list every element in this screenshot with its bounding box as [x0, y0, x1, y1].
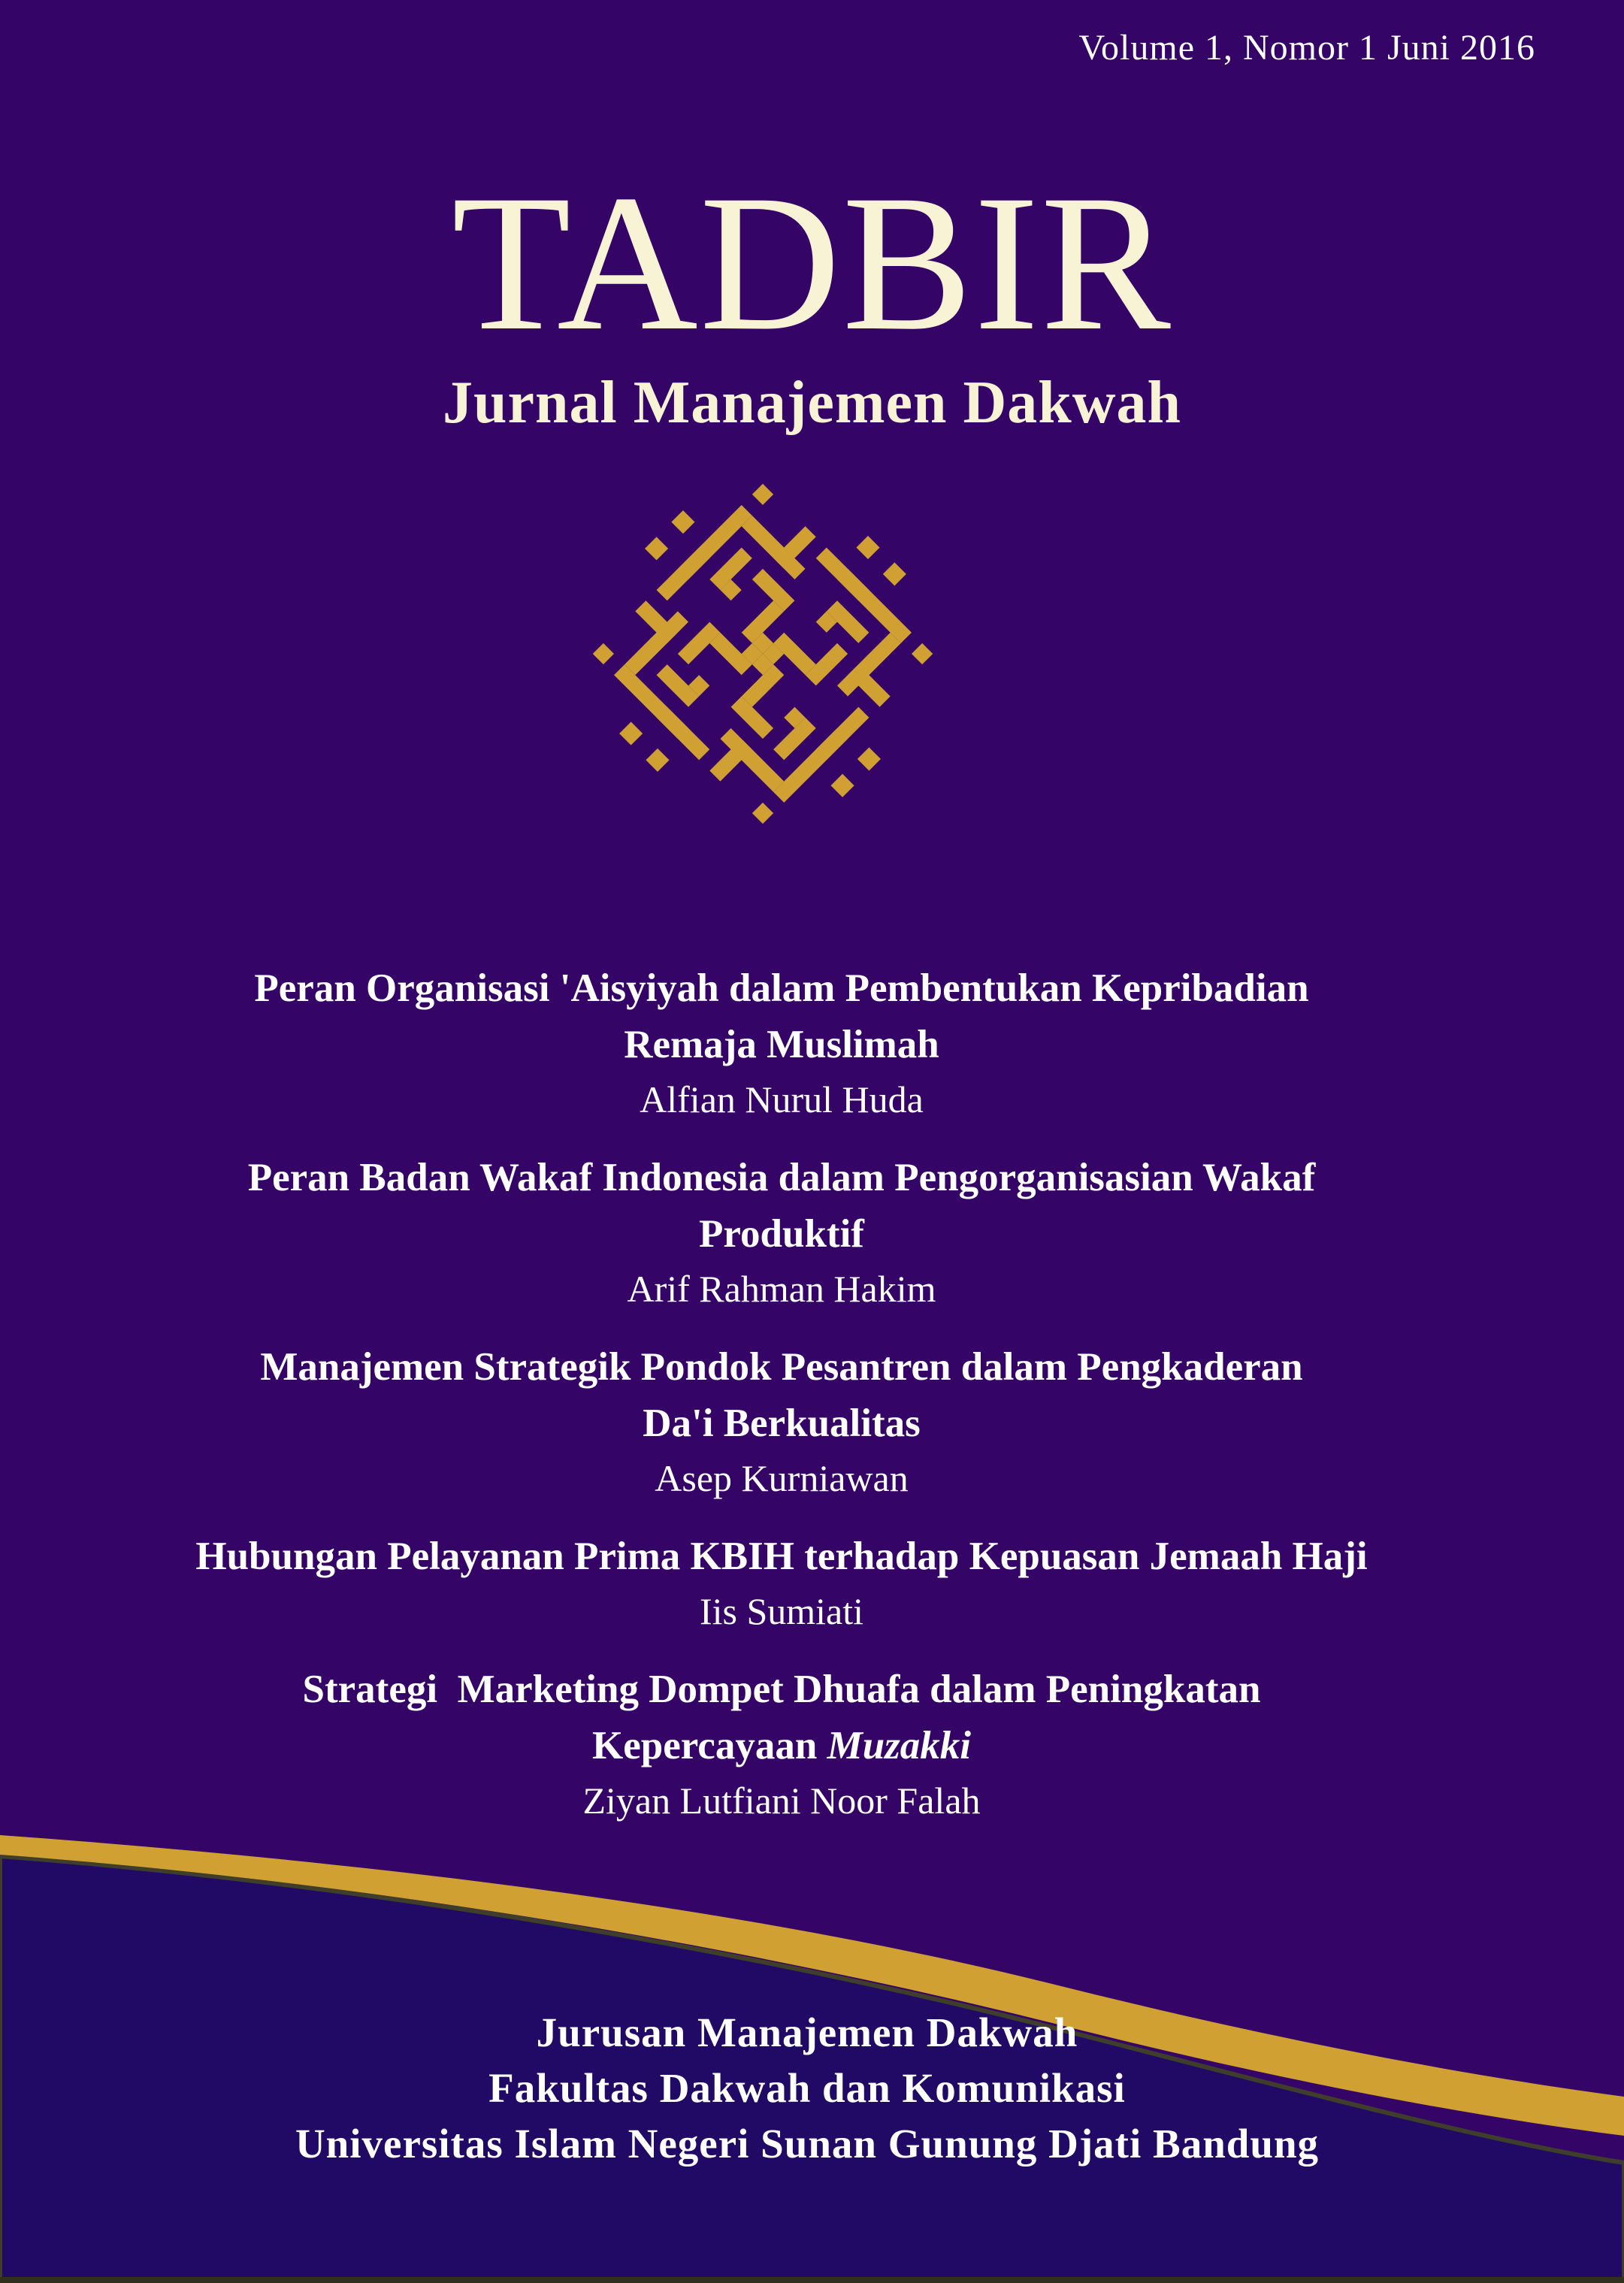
article-title-line	[0, 1339, 1563, 1396]
article-author: Asep Kurniawan	[655, 1457, 909, 1499]
article-title-line	[0, 1718, 1563, 1774]
article-title-text: Da'i Berkualitas	[643, 1402, 921, 1445]
article-title-text: Hubungan Pelayanan Prima KBIH terhadap Kepuasan Jemaah Haji	[195, 1535, 1368, 1578]
article-title-line	[0, 1662, 1563, 1718]
article-title-line	[0, 1529, 1563, 1585]
article-title-text: Remaja Muslimah	[624, 1023, 939, 1066]
article-entry	[0, 960, 1563, 1126]
article-entry	[0, 1339, 1563, 1504]
article-author: Alfian Nurul Huda	[640, 1078, 924, 1120]
masthead	[0, 155, 1624, 437]
article-entry	[0, 1150, 1563, 1315]
article-title-line	[0, 1206, 1563, 1262]
issue-line: Volume 1, Nomor 1 Juni 2016	[1078, 28, 1535, 68]
bottom-edge-line	[0, 2277, 1624, 2283]
article-title-text: Peran Badan Wakaf Indonesia dalam Pengorganisasian Wakaf	[247, 1156, 1316, 1199]
article-title-text: Kepercayaan	[591, 1724, 827, 1767]
article-entry	[0, 1529, 1563, 1637]
article-author: Iis Sumiati	[699, 1590, 864, 1632]
square-kufic-ornament-icon	[567, 458, 958, 849]
article-title-line	[0, 1396, 1563, 1452]
article-title-line	[0, 960, 1563, 1017]
article-title-line	[0, 1150, 1563, 1206]
article-title-text: Peran Organisasi 'Aisyiyah dalam Pembentukan Kepribadian	[254, 966, 1309, 1010]
journal-subtitle: Jurnal Manajemen Dakwah	[442, 370, 1182, 436]
journal-title: TADBIR	[452, 155, 1172, 371]
footer-line: Universitas Islam Negeri Sunan Gunung Djati Bandung	[295, 2121, 1320, 2167]
article-author: Ziyan Lutfiani Noor Falah	[582, 1780, 981, 1822]
footer-line: Jurusan Manajemen Dakwah	[536, 2009, 1078, 2055]
article-entry	[0, 1662, 1563, 1827]
footer-line: Fakultas Dakwah dan Komunikasi	[488, 2065, 1126, 2111]
article-title-text: Produktif	[699, 1212, 864, 1256]
footer-institution-block	[0, 2005, 1614, 2172]
article-title-text: Muzakki	[827, 1724, 972, 1767]
article-list	[0, 960, 1563, 1851]
article-title-text: Manajemen Strategik Pondok Pesantren dalam Pengkaderan	[260, 1345, 1303, 1389]
article-author: Arif Rahman Hakim	[627, 1268, 936, 1310]
article-title-text: Strategi Marketing Dompet Dhuafa dalam Peningkatan	[302, 1668, 1261, 1711]
article-title-line	[0, 1017, 1563, 1073]
